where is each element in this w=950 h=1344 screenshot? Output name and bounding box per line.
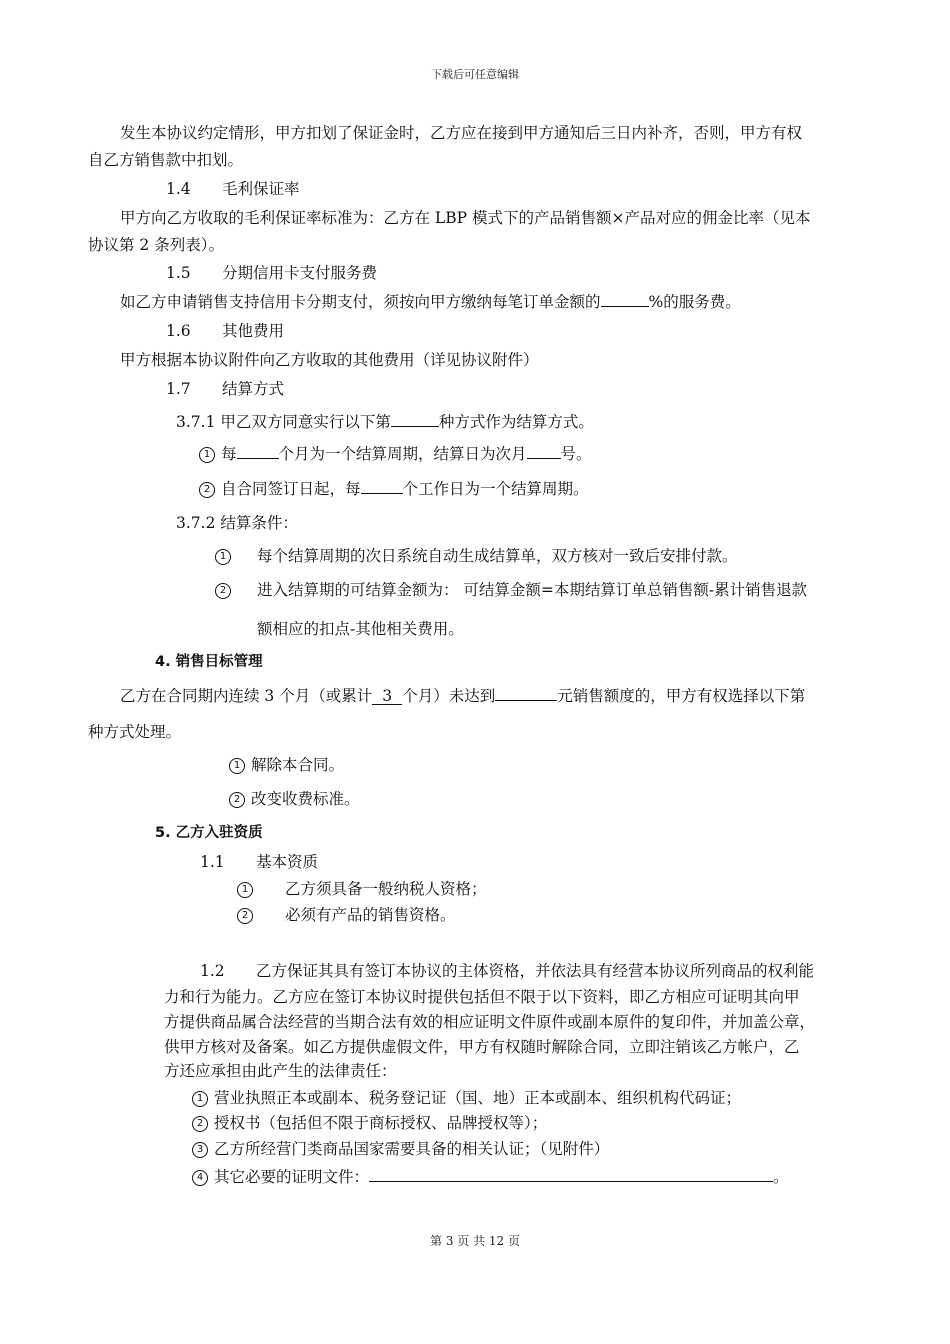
condition-text: 每个结算周期的次日系统自动生成结算单，双方核对一致后安排付款。 bbox=[257, 547, 738, 565]
section-1-2-line-5: 方还应承担由此产生的法律责任： bbox=[164, 1062, 397, 1080]
section-1-5-heading bbox=[166, 263, 377, 283]
target-text: 个月）未达到 bbox=[402, 687, 496, 705]
section-1-6-heading bbox=[166, 321, 284, 341]
page-footer: 第 3 页 共 12 页 bbox=[430, 1234, 520, 1248]
section-number: 1.7 bbox=[166, 380, 191, 398]
circled-number-icon: 2 bbox=[237, 908, 253, 924]
condition-2 bbox=[215, 580, 807, 600]
clause-text: 3.7.1 甲乙双方同意实行以下第 bbox=[176, 413, 391, 431]
settlement-option-1 bbox=[199, 444, 592, 464]
margin-rate-line-2: 协议第 2 条列表）。 bbox=[88, 236, 224, 254]
other-fees-line: 甲方根据本协议附件向乙方收取的其他费用（详见协议附件） bbox=[120, 351, 539, 369]
section-number: 1.1 bbox=[200, 853, 225, 871]
page-header: 下载后可任意编辑 bbox=[431, 68, 519, 81]
section-title: 其他费用 bbox=[222, 322, 285, 340]
section-1-4-heading bbox=[166, 179, 300, 199]
section-1-2-line-1 bbox=[200, 961, 814, 981]
section-1-2-line-3: 方提供商品属合法经营的当期合法有效的相应证明文件原件或副本原件的复印件，并加盖公章， bbox=[164, 1013, 816, 1031]
clause-text: 种方式作为结算方式。 bbox=[438, 413, 594, 431]
installment-fee-line bbox=[120, 292, 741, 312]
condition-1 bbox=[215, 546, 738, 566]
section-number: 1.6 bbox=[166, 322, 191, 340]
circled-number-icon: 2 bbox=[215, 583, 231, 599]
clause-3-7-1 bbox=[176, 412, 594, 432]
section-5-heading: 5. 乙方入驻资质 bbox=[155, 825, 263, 841]
deposit-line-2: 自乙方销售款中扣划。 bbox=[88, 151, 244, 169]
settlement-option-2 bbox=[199, 479, 589, 499]
clause-3-7-2: 3.7.2 结算条件： bbox=[176, 514, 298, 532]
section-number: 1.5 bbox=[166, 264, 191, 282]
qualification-text: 乙方须具备一般纳税人资格； bbox=[285, 880, 487, 898]
circled-number-icon: 2 bbox=[229, 792, 245, 808]
circled-number-icon: 3 bbox=[192, 1142, 208, 1158]
section-title: 分期信用卡支付服务费 bbox=[222, 264, 378, 282]
document-text: 。 bbox=[773, 1168, 789, 1186]
section-1-7-heading bbox=[166, 379, 284, 399]
circled-number-icon: 1 bbox=[192, 1091, 208, 1107]
section-number: 1.4 bbox=[166, 180, 191, 198]
section-title: 基本资质 bbox=[256, 853, 319, 871]
option-text: 个工作日为一个结算周期。 bbox=[402, 480, 589, 498]
option-text: 号。 bbox=[560, 445, 592, 463]
option-text: 解除本合同。 bbox=[251, 756, 345, 774]
section-4-heading: 4. 销售目标管理 bbox=[155, 654, 263, 670]
circled-number-icon: 4 bbox=[192, 1170, 208, 1186]
document-item-4 bbox=[192, 1167, 789, 1187]
condition-text: 进入结算期的可结算金额为： 可结算金额=本期结算订单总销售额-累计销售退款 bbox=[257, 581, 808, 599]
target-text: 元销售额度的，甲方有权选择以下第 bbox=[557, 687, 806, 705]
other-documents-blank[interactable] bbox=[369, 1167, 773, 1182]
sales-target-line-1 bbox=[120, 686, 805, 706]
circled-number-icon: 1 bbox=[229, 758, 245, 774]
qualification-text: 必须有产品的销售资格。 bbox=[285, 906, 456, 924]
installment-fee-suffix: %的服务费。 bbox=[648, 293, 741, 311]
option-text: 改变收费标准。 bbox=[251, 790, 360, 808]
workdays-blank[interactable] bbox=[361, 479, 403, 494]
circled-number-icon: 1 bbox=[215, 549, 231, 565]
section-1-1-heading bbox=[200, 852, 318, 872]
target-text: 乙方在合同期内连续 3 个月（或累计 bbox=[120, 687, 373, 705]
condition-2-line-2: 额相应的扣点-其他相关费用。 bbox=[257, 620, 464, 638]
option-text: 个月为一个结算周期，结算日为次月 bbox=[278, 445, 527, 463]
section-1-2-line-4: 供甲方核对及备案。如乙方提供虚假文件，甲方有权随时解除合同，立即注销该乙方帐户，乙 bbox=[164, 1038, 800, 1056]
fee-rate-blank[interactable] bbox=[601, 292, 649, 307]
day-blank[interactable] bbox=[527, 444, 561, 459]
document-text: 其它必要的证明文件： bbox=[214, 1168, 370, 1186]
document-text: 营业执照正本或副本、税务登记证（国、地）正本或副本、组织机构代码证； bbox=[214, 1089, 742, 1107]
qualification-2 bbox=[237, 905, 456, 925]
target-option-1 bbox=[229, 755, 344, 775]
document-text: 授权书（包括但不限于商标授权、品牌授权等）； bbox=[214, 1114, 548, 1132]
circled-number-icon: 1 bbox=[237, 882, 253, 898]
qualification-1 bbox=[237, 879, 487, 899]
document-item-1 bbox=[192, 1088, 741, 1108]
circled-number-icon: 2 bbox=[192, 1116, 208, 1132]
option-text: 自合同签订日起，每 bbox=[221, 480, 361, 498]
section-1-2-line-2: 力和行为能力。乙方应在签订本协议时提供包括但不限于以下资料，即乙方相应可证明其向甲 bbox=[164, 988, 800, 1006]
section-number: 1.2 bbox=[200, 962, 225, 980]
sales-target-line-2: 种方式处理。 bbox=[88, 723, 182, 741]
section-title: 毛利保证率 bbox=[222, 180, 300, 198]
document-text: 乙方所经营门类商品国家需要具备的相关认证；（见附件） bbox=[214, 1140, 610, 1158]
deposit-line-1: 发生本协议约定情形，甲方扣划了保证金时，乙方应在接到甲方通知后三日内补齐，否则，甲方有权 bbox=[120, 124, 803, 142]
target-option-2 bbox=[229, 789, 360, 809]
paragraph-text: 乙方保证其具有签订本协议的主体资格，并依法具有经营本协议所列商品的权利能 bbox=[256, 962, 815, 980]
sales-amount-blank[interactable] bbox=[495, 686, 557, 701]
method-number-blank[interactable] bbox=[391, 412, 439, 427]
months-blank[interactable] bbox=[237, 444, 279, 459]
installment-fee-text: 如乙方申请销售支持信用卡分期支付，须按向甲方缴纳每笔订单金额的 bbox=[120, 293, 601, 311]
document-item-3 bbox=[192, 1139, 609, 1159]
margin-rate-line-1: 甲方向乙方收取的毛利保证率标准为：乙方在 LBP 模式下的产品销售额×产品对应的佣金比率（见本 bbox=[120, 209, 811, 227]
option-text: 每 bbox=[221, 445, 237, 463]
circled-number-icon: 1 bbox=[199, 447, 215, 463]
section-title: 结算方式 bbox=[222, 380, 285, 398]
circled-number-icon: 2 bbox=[199, 482, 215, 498]
document-item-2 bbox=[192, 1113, 547, 1133]
cumulative-months-value[interactable]: 3 bbox=[372, 686, 402, 705]
